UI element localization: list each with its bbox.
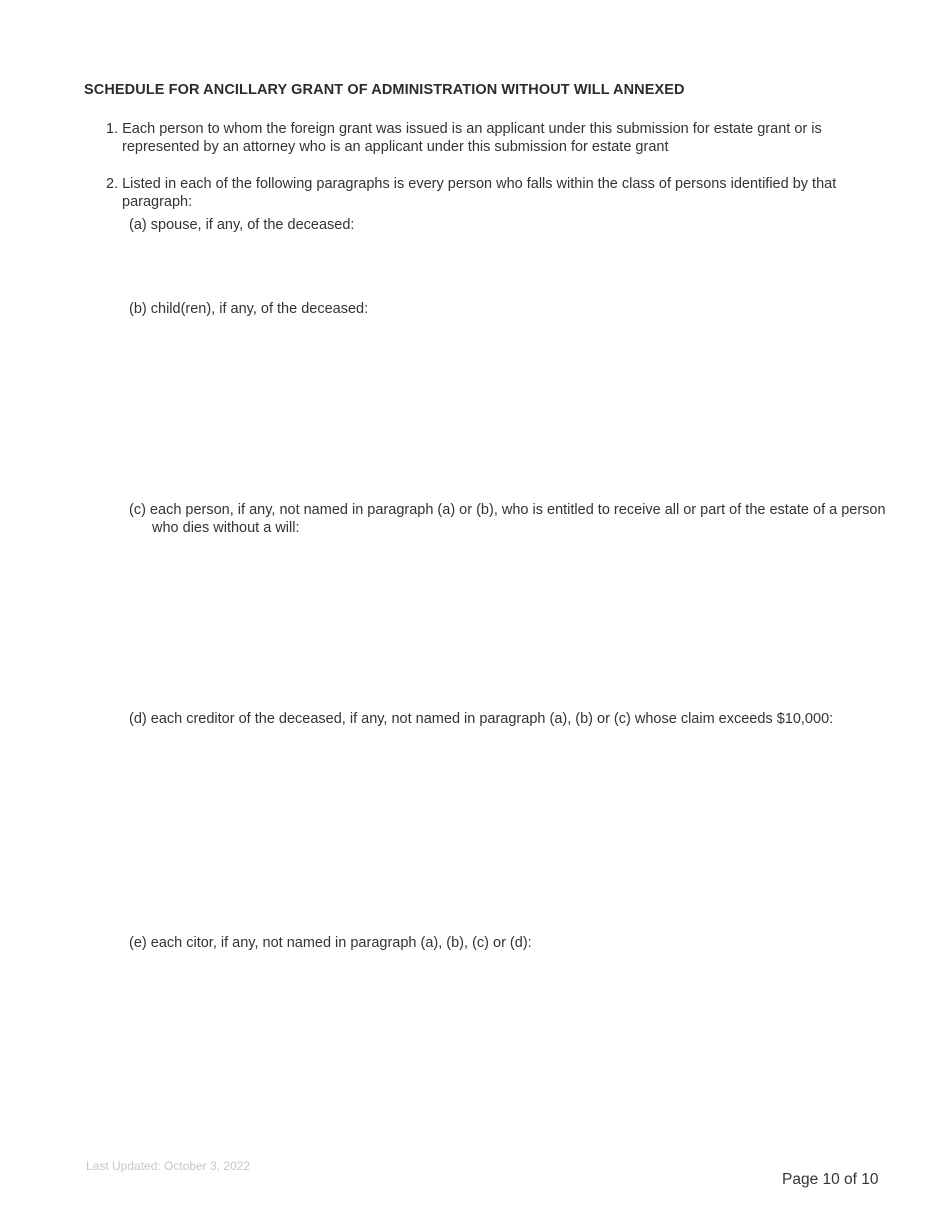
paragraph-e-citors: (e) each citor, if any, not named in paragraph (a), (b), (c) or (d): — [129, 935, 532, 951]
list-item-2: 2. Listed in each of the following paragraphs is every person who falls within the class of persons identified by that paragraph: — [106, 176, 837, 210]
schedule-title: SCHEDULE FOR ANCILLARY GRANT OF ADMINISTRATION WITHOUT WILL ANNEXED — [84, 82, 685, 98]
paragraph-d-creditors: (d) each creditor of the deceased, if any, not named in paragraph (a), (b) or (c) whose claim exceeds $10,000: — [129, 711, 834, 727]
paragraph-c-intestate-heirs: (c) each person, if any, not named in paragraph (a) or (b), who is entitled to receive all or part of the estate of a person who dies without a will: — [129, 502, 886, 536]
last-updated-date: Last Updated: October 3, 2022 — [86, 1159, 251, 1173]
list-item-1: 1. Each person to whom the foreign grant was issued is an applicant under this submission for estate grant or is represented by an attorney who is an applicant under this submission for estate grant — [106, 121, 822, 155]
paragraph-b-children: (b) child(ren), if any, of the deceased: — [129, 301, 369, 317]
page-number: Page 10 of 10 — [782, 1171, 879, 1188]
paragraph-a-spouse: (a) spouse, if any, of the deceased: — [129, 217, 355, 233]
